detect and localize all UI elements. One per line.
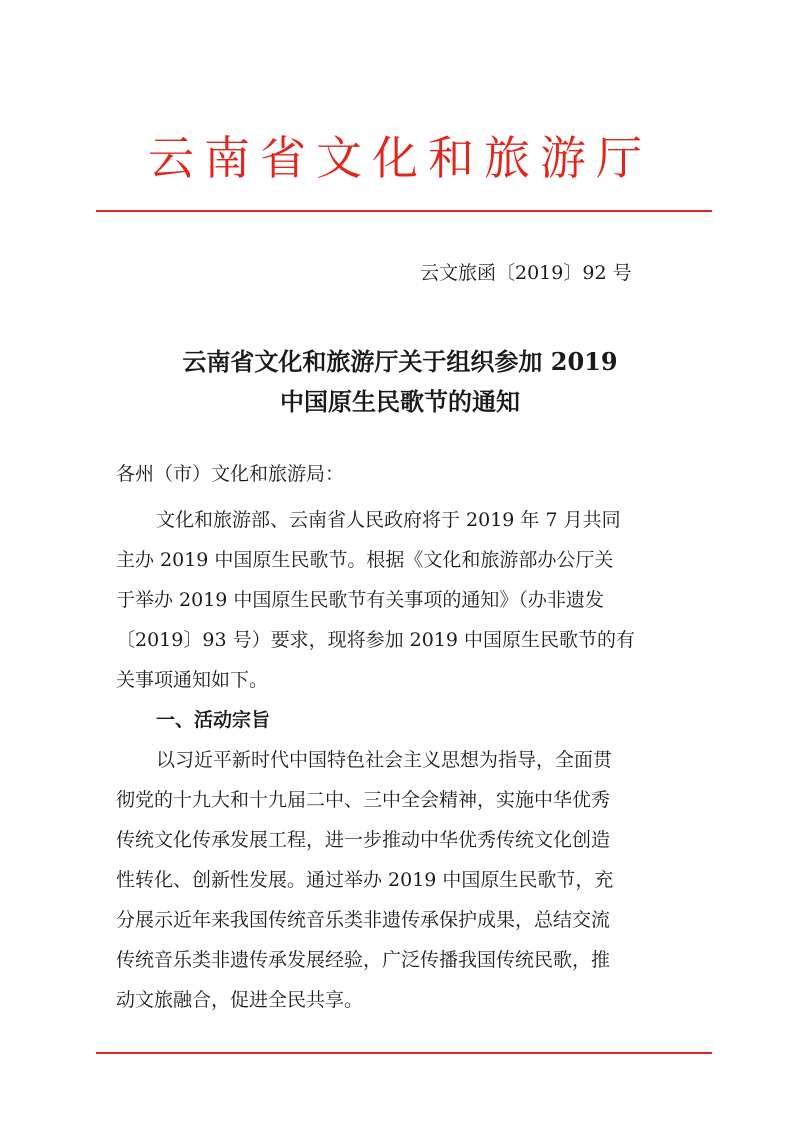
paragraph-line: 传统文化传承发展工程，进一步推动中华优秀传统文化创造 [116, 829, 611, 851]
paragraph-line: 动文旅融合，促进全民共享。 [116, 989, 364, 1011]
paragraph-line: 分展示近年来我国传统音乐类非遗传承保护成果，总结交流 [116, 909, 611, 931]
footer-red-rule [96, 1052, 712, 1054]
paragraph-line: 关事项通知如下。 [116, 669, 269, 691]
paragraph-line: 彻党的十九大和十九届二中、三中全会精神，实施中华优秀 [116, 789, 611, 811]
letterhead-title: 云南省文化和旅游厅 [148, 131, 652, 185]
paragraph-line: 文化和旅游部、云南省人民政府将于 2019 年 7 月共同 [156, 509, 621, 531]
paragraph-line: 〔2019〕93 号）要求，现将参加 2019 中国原生民歌节的有 [116, 629, 636, 651]
notice-title-line-2: 中国原生民歌节的通知 [280, 387, 520, 416]
paragraph-line: 于举办 2019 中国原生民歌节有关事项的通知》（办非遗发 [116, 589, 604, 611]
paragraph-line: 性转化、创新性发展。通过举办 2019 中国原生民歌节，充 [116, 869, 614, 891]
letterhead-red-rule [96, 210, 712, 212]
section-heading: 一、活动宗旨 [156, 709, 271, 731]
document-number: 云文旅函〔2019〕92 号 [420, 262, 632, 284]
salutation: 各州（市）文化和旅游局： [116, 463, 345, 485]
notice-title-line-1: 云南省文化和旅游厅关于组织参加 2019 [182, 347, 618, 376]
paragraph-line: 传统音乐类非遗传承发展经验，广泛传播我国传统民歌，推 [116, 949, 611, 971]
paragraph-line: 主办 2019 中国原生民歌节。根据《文化和旅游部办公厅关 [116, 549, 614, 571]
paragraph-line: 以习近平新时代中国特色社会主义思想为指导，全面贯 [156, 749, 613, 771]
